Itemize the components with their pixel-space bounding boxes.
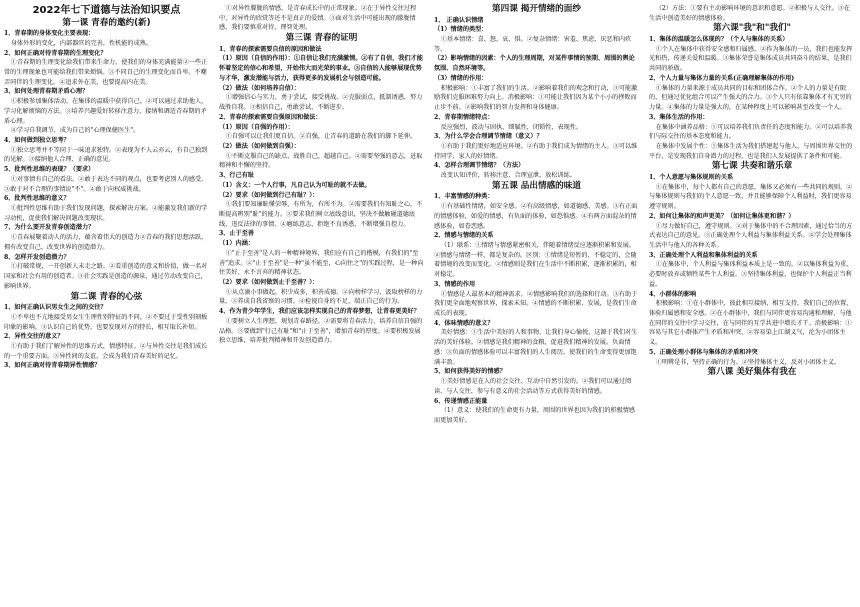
question-heading: 2、青春的探索需要自强原因和做法： (219, 113, 322, 121)
lesson-heading: 第四课 揭开情绪的面纱 (492, 4, 581, 14)
answer-paragraph: ①我们要知廉耻懂荣辱，有所为，有所不为。②需要我们有知耻之心，不断提高辨别"耻"的能力。③要求我们树立底线意识，坚决不做触碰道德底线、违反法律的事情。④磨练意志，拒绝不良诱惑，不断增强自控力。 (219, 201, 423, 228)
answer-paragraph: ①有助于我们了解异性的思维方式，情感特征。②与异性交往是我们成长的一个重要方面。③异性间的友谊，会成为我们青春美好的记忆。 (4, 342, 208, 360)
question-heading: （1）情绪的类型： (434, 26, 488, 34)
answer-paragraph: ①对异性朦胧的情感，是青春成长中的正常现象。②在于异性交往过程中，对异性的欣赏等还不是真正的爱情。③面对生活中可能出现的朦胧情感，我们要慎重对待，理智处理。 (219, 5, 417, 32)
column-1 (0, 0, 213, 607)
answer-paragraph: ①基本情绪：喜、怒、哀、惧。②复杂情绪：害羞、焦虑、厌恶和内疚等。 (434, 36, 632, 53)
question-heading: 7、为什么要开发青春创造潜力？ (4, 224, 95, 232)
answer-paragraph: ①打破常规，一开创新人未走之路。②看重创造的意义和价值，做一名对国家和社会有用的创造者。③社会实践是创造的源泉，通过劳动改变自己，影响世界。 (4, 263, 208, 290)
question-heading: （2）影响情绪的因素：个人的生理周期，对某件事情的预期、周围的舆论氛围、自然环境等。 (434, 55, 635, 73)
question-heading: 1、丰富情感的种类： (434, 193, 494, 201)
answer-paragraph: ①明辨是非，坚持正确的行为。②坚持集体主义，反对小团体主义。 (655, 358, 840, 366)
answer-paragraph: ①美好情感是在人的社会交往、互动中自然引发的。②我们可以通过阅读、与人交往，参与有意义的社会活动等方式获得美好的情感。 (434, 378, 632, 395)
answer-paragraph: ①批判性思维有助于我们发现问题，探索解决方案。②能激发我们新的学习动机，促使我们解决问题改变现状。 (4, 205, 208, 222)
answer-paragraph: ①增强信心与实力，勇于尝试，接受挑战。②克服弱点，抵制诱惑，努力战胜自我。③相信自己，勇敢尝试，不断进步。 (219, 94, 423, 112)
question-heading: （1）原因（自信的作用）：①自信让我们充满激情。②有了自信，我们才能怀着坚定的信心和希望，开始伟大而光荣的事业。③自信的人能够展现优势与才华，激发潜能与活力，获得更多的发展机会与创造可能。 (219, 55, 423, 82)
answer-paragraph: 在集体中涵养品格：①可以培养我们负责任的态度和能力。②可以培养我们与际交往的基本态度和能力。 (649, 123, 853, 141)
question-heading: 4、怎样合理调节情绪？（方法） (434, 162, 525, 170)
lesson-heading: 第五课 品出情感的味道 (492, 180, 581, 191)
answer-paragraph: ①独立思考并不等同于一味追求独特。②表现为不人云亦云，有自己独到的见解。③接纳他人合理、正确的意见。 (4, 146, 208, 164)
lesson-heading: 第三课 青春的证明 (285, 33, 358, 44)
answer-paragraph: ①在集体中，个人利益与集体利益本质上是一致的。②以集体利益为重，必要时放弃或牺牲某些个人利益。③坚持集体利益，也保护个人利益正当利益。 (649, 261, 853, 288)
question-heading: 2、异性交往的意义？ (4, 333, 64, 341)
answer-paragraph: 身体外形的变化，内部器官的完善，性机能的成熟。 (10, 39, 152, 47)
answer-paragraph: ①有助于我们更好地适应环境。②有助于我们成为情绪的主人。③可以维持同学、家人的好情绪。 (434, 142, 638, 160)
lesson-heading: 第六课"我"和"我们" (712, 23, 792, 34)
question-heading: 1、个人意愿与集体规则的关系 (649, 173, 734, 181)
question-heading: 6、批判性思维的意义？ (4, 195, 70, 203)
answer-paragraph: 积极影响：①丰富了我们的生活。②影响着我们的观念和行动，③可能激励我们克服困难努力向上。消极影响：①可能让我们因为某个小小的挫败而止步不前。②影响我们的智力发挥和身体健康。 (434, 84, 638, 112)
answer-paragraph: ①尽力做好自己，遵守规则。②对于集体中的不合理因素，通过恰当的方式表达自己的意见。③正确处理个人利益与集体利益关系。④学会处理集体生活中与他人的各种关系。 (649, 222, 853, 249)
answer-paragraph: （2）方法：①要有主动影响环境的意识和意愿。②积极与人交往。③在生活中创造美好的情感体验。 (649, 5, 851, 22)
question-heading: 8、怎样开发创造潜力？ (4, 253, 70, 261)
answer-paragraph: （1）联系：①情绪与情感紧密相关，伴随着情绪反应逐渐积累和发展。②情感与情绪一样，都是复杂的。区别：①情绪是短暂的、不稳定的，会随着情境的改变而变化。②情感则是我们在生活中不断积累，逐渐积累的，相对稳定。 (434, 242, 637, 279)
question-heading: （2）做法（如何做到自强）： (219, 142, 301, 150)
question-heading: 2、如何正确对待青春期的生理变化？ (4, 49, 107, 57)
answer-paragraph: ①对事情有自己的看法。②敢于表达不同的观点，也要考虑别人的感受。③敢于对不合理的事情说"不"。④敢于向权威挑战。 (4, 175, 208, 193)
answer-paragraph: ①从点滴小事做起，积少成多，积善成德。②向榜样学习，汲取榜样的力量。③养成自我省察的习惯。④检视自身的不足，端正自己的行为。 (219, 288, 423, 306)
answer-paragraph: ①在集体中，每个人都有自己的意愿，集体又必须有一些共同的规则。②与集体规则与我们的个人意愿一致，并且能够保障个人利益时，我们更容易遵守规则。 (649, 183, 853, 211)
column-3 (430, 0, 643, 607)
question-heading: 4、作为青少年学生，我们应该怎样实现自己的青春梦想，让青春更美好？ (219, 308, 420, 316)
answer-paragraph: （1）意义：使我们的生命更有力量，周围的世界也因为我们的积极情感而更加美好。 (434, 407, 636, 424)
question-heading: 1、如何正确认识男女生之间的交往？ (4, 304, 107, 312)
question-heading: （2）要求（如何做到止于至善？）： (219, 279, 319, 286)
answer-paragraph: 美好情感：①生活中美好的人和事物，让我们身心愉悦，这源于我们对生活的美好体验。②情感是我们精神的食粮，促进我们精神的发展。负面情感：③负面的情感体验可以丰富我们的人生阅历，使我们的生命变得更加饱满丰盈。 (434, 329, 638, 366)
column-4 (645, 0, 859, 607)
document-title: 2022年七下道德与法治知识要点 (32, 5, 181, 16)
question-heading: 4、如何做到独立思考？ (4, 137, 70, 144)
lesson-heading: 第七课 共奏和谐乐章 (711, 161, 793, 172)
question-heading: 2、个人力量与集体力量的关系(正确理解集体的作用) (649, 74, 795, 82)
question-heading: 5、正确处理小群体与集体的矛盾和冲突 (649, 348, 758, 356)
question-heading: 5、批判性思维的表现？（要求） (4, 166, 95, 174)
answer-paragraph: ①青春期的生理变化给我们带来生命力，使我们的身体充满能量②一些正常的生理现象也可能给我们带来烦恼。③不同自己的生理变化而自卑。不嘲弄同伴的生理变化。④追求外在美，也要提高内在美。 (4, 59, 208, 86)
answer-paragraph: ①集体的力量来源于成员共同的目标和团体合作。②个人的力量是有限的，但通过优化组合可以产生强大的合力。③个人只有依靠集体才有无穷的力量。④集体的力量是强大的，在某种程度上可以影响甚至改变一个人。 (649, 84, 852, 112)
question-heading: （1）内涵： (219, 240, 254, 248)
lesson-heading: 第二课 青春的心弦 (70, 291, 143, 302)
question-heading: 1、青春期的身体变化主要表现： (4, 30, 95, 38)
answer-paragraph: ①不卑也不亢地接受男女生生理性别特征的不同。②不要过于受性别刻板印象的影响。③认识自己的优势，也要发现对方的特长，相互取长补短。 (4, 313, 208, 331)
question-heading: 3、如何正确对待青春期异性情感？ (4, 362, 101, 370)
question-heading: 3、正确处理个人利益和集体利益的关系 (649, 251, 758, 259)
question-heading: 3、情感的作用 (434, 280, 476, 288)
question-heading: 2、青春期情绪特点： (434, 113, 494, 121)
question-heading: 2、情感与情绪的关系 (434, 232, 494, 240)
question-heading: 2、如何让集体的和声更美？（如何让集体更和谐？） (649, 212, 795, 220)
question-heading: 4、小群体的影响 (649, 290, 697, 298)
lesson-heading: 第八课 美好集体有我在 (707, 367, 797, 378)
lesson-heading: 第一课 青春的邀约(新) (62, 17, 151, 28)
question-heading: （1）原因（自强的作用）： (219, 123, 294, 131)
question-heading: （1）含义：一个人行事，凡自己认为可耻的就不去做。 (219, 181, 371, 189)
answer-paragraph: ①不断克服自己的缺点，战胜自己，超越自己。②需要坚强的意志，迸取精神和不懈的坚持。 (219, 152, 423, 170)
answer-paragraph: ①青春展聚着动人的活力，蕴含着伟大的创造力②青春的我们思想活跃，拥有改变自己、改变世界的创造潜力。 (4, 234, 208, 251)
answer-paragraph: 反应强烈，波动与固执，细腻性，闭锁性，表现性。 (440, 123, 582, 131)
question-heading: 6、传递情感正能量 (434, 397, 488, 405)
question-heading: 3、如何处理青春期矛盾心理？ (4, 88, 89, 96)
question-heading: （3）情绪的作用： (434, 74, 488, 82)
question-heading: 3、集体生活的作用： (649, 113, 709, 121)
column-2 (215, 0, 428, 607)
answer-paragraph: 积极影响：①在小群体中，彼此相互接纳，相互支持，我们自己的位置，体验归属感和安全感。②在小群体中，我们与同伴更容易沟通和理解，与他在同伴的交往中学习交往，在与同伴的互学共进中增长才干。消极影响：①容易与其它小群体产生矛盾和冲突，②容易染上江湖义气，沦为小团体主义。 (649, 300, 853, 347)
question-heading: 3、止于至善 (219, 230, 254, 238)
question-heading: 5、如何获得美好的情感？ (434, 368, 506, 376)
answer-paragraph: ①积极参加集体活动，在集体的温暖中获得自己。②可以通过求助他人，学习化解烦恼的方法。③培养兴趣爱好转移注意力，接纳和调适青春期的矛盾心理。 (4, 98, 208, 125)
answer-paragraph: ①"止于至善"是人的一种精神境界，我们应有自己的楷模，有我们的"至善"追求。②"止于至善"是一种"虽不能至，心向往之"的实践过程，是一种向往美好、永不言弃的精神状态。 (219, 249, 424, 277)
question-heading: 1、 正确认识情绪 (434, 16, 484, 24)
answer-paragraph: 改变认知评价、转移注意、合理宣泄、放松训练。 (440, 172, 576, 180)
answer-paragraph: ①情感是人最基本的精神需求。②情感影响我们的选择和行动。③有助于我们更全面地观察世界，探索未知。④情感的不断积累、发展，是我们生命成长的表现。 (434, 290, 638, 318)
question-heading: 3、为什么学会合理调节情绪（意义）？ (434, 133, 543, 141)
answer-paragraph: ①要树立人生理想，规划青春路径。②需要将青春活力，培养自信自强的品格。③要做到"行己有耻"和"止于至善"，增加青春的厚度。④要积极发展独立思维，培养批判精神和开发创造潜力。 (219, 317, 423, 345)
answer-paragraph: 在集体中发展个性：①集体生活为我们搭建起与他人、与周围世界交往的平台，是发现我们自身潜力的过程，也是我们人发展提供了条件和可能。 (649, 142, 853, 160)
question-heading: （2）做法（如何培养自信）： (219, 84, 301, 92)
answer-paragraph: ④学习自我调节，成为自己的"心理保健医生"。 (10, 127, 140, 135)
question-heading: 4、体味情感的意义？ (434, 319, 494, 327)
question-heading: （2）要求（如何做到行己有耻？）： (219, 191, 319, 199)
answer-paragraph: ①个人在集体中获得安全感和归属感。②作为集体的一员，我们也能发挥光和热，传递关爱和温暖。③集体荣誉是集体成员共同奋斗的结果，是我们共同的骄傲。 (649, 45, 853, 73)
answer-paragraph: ①自强可以让我们更自信。②自强，让青春的道路在我们的脚下延伸。 (225, 133, 417, 141)
question-heading: 3、行己有耻 (219, 172, 254, 180)
answer-paragraph: ①有基础性情绪，如安全感。②有高级情感，如道德感、美感。③有正面的情感体验，如爱的情感，有负面的体验，如恐惧感。④有两方面混杂的情感体验，如眷恋感。 (434, 203, 638, 230)
question-heading: 1、青春的探索需要自信的原因和做法 (219, 45, 322, 53)
question-heading: 1、集体的温暖怎么体现的？（个人与集体的关系） (649, 36, 789, 44)
